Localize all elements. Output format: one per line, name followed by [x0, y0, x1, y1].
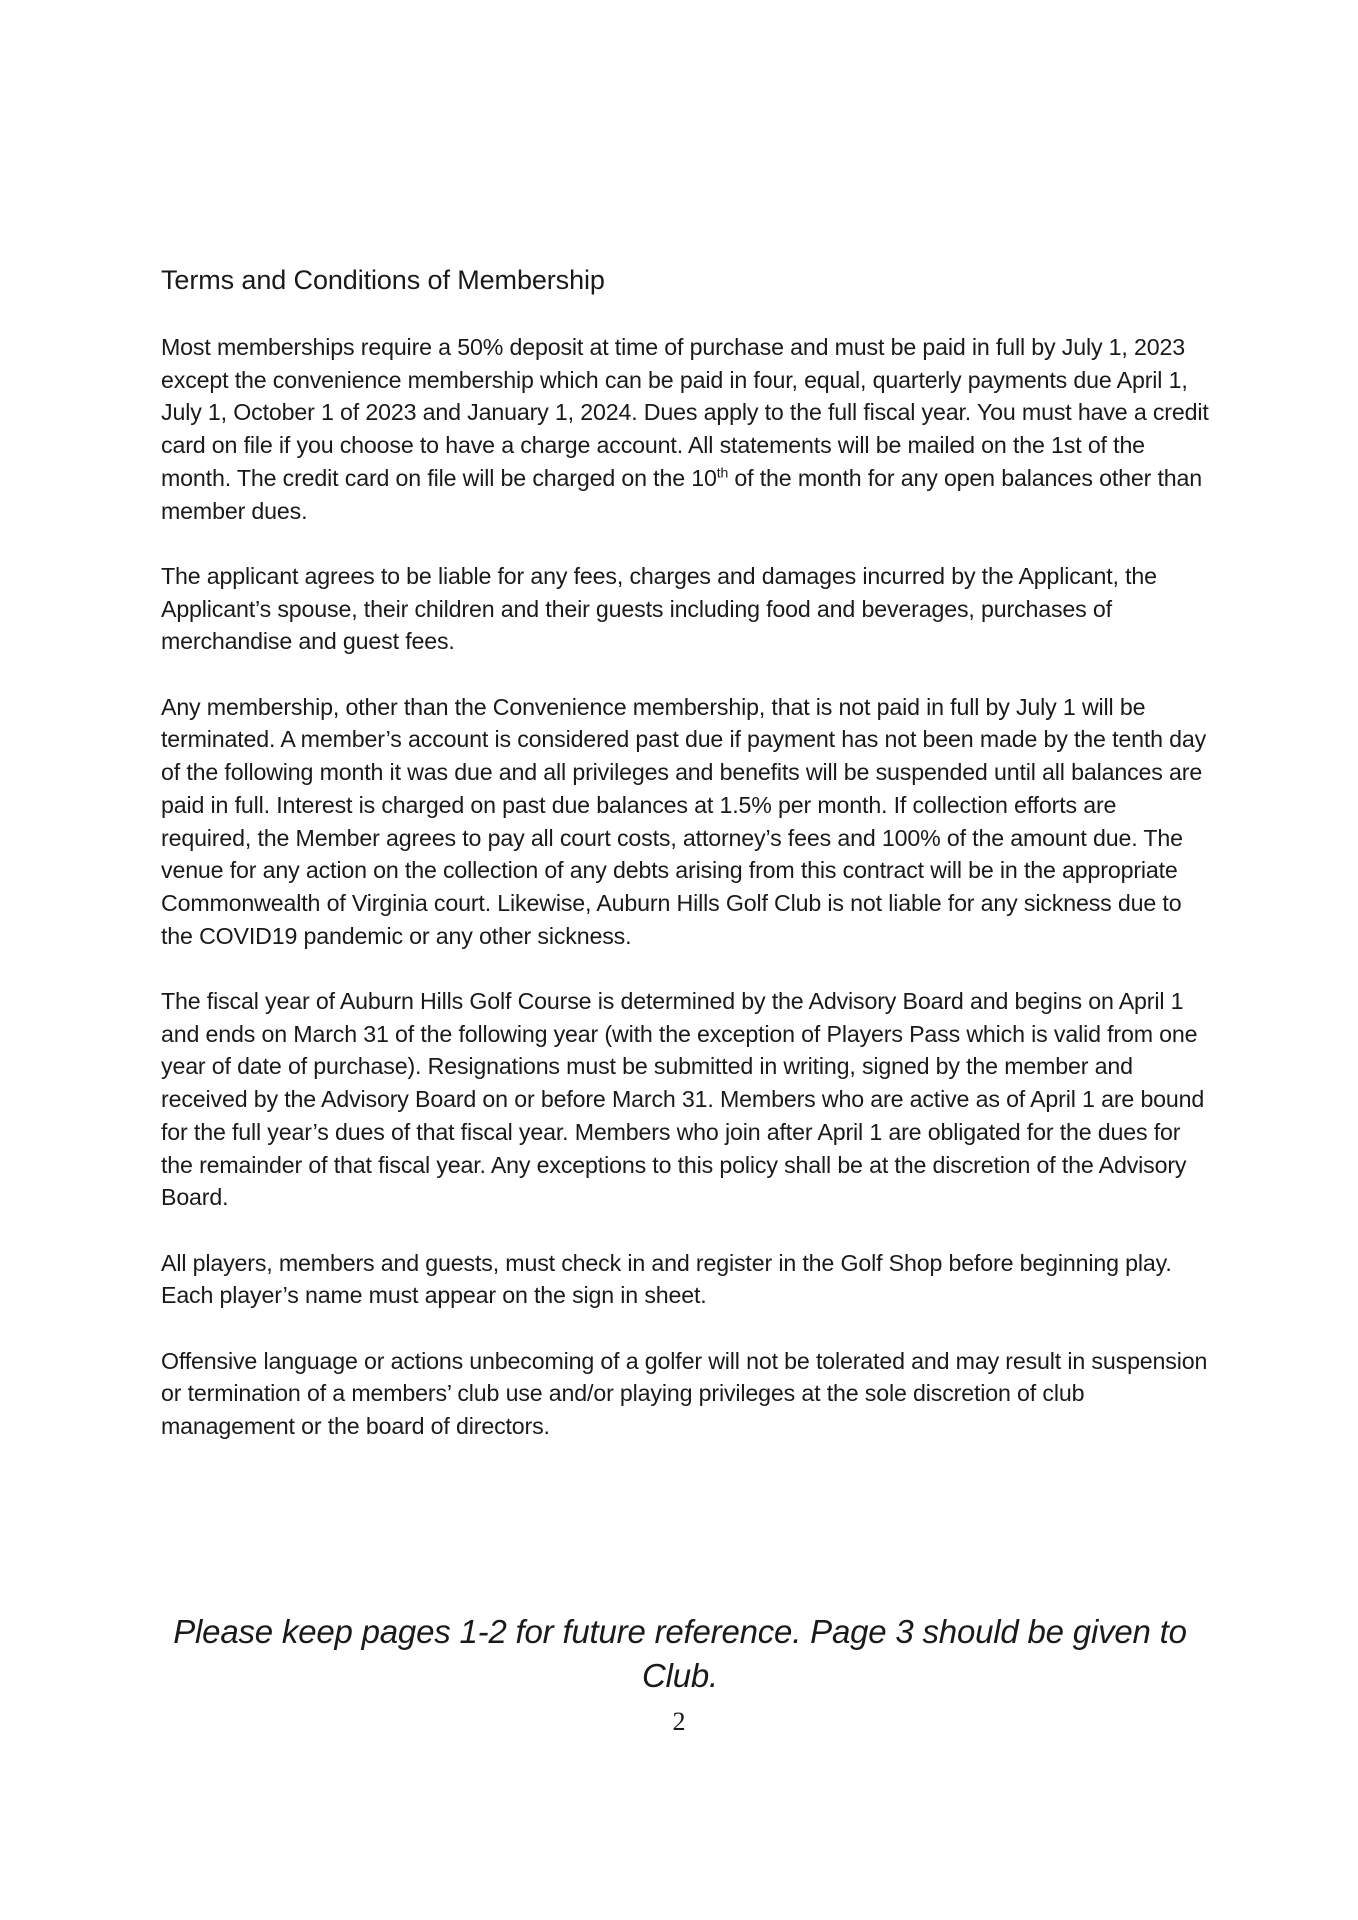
page-number: 2	[672, 1707, 686, 1736]
paragraph-fiscal-year: The fiscal year of Auburn Hills Golf Course is determined by the Advisory Board and begins on April 1 and ends on March 31 of the following year (with the exception of Players Pass which is valid from one year of date of purchase). Resignations must be submitted in writing, signed by the member and received by the Advisory Board on or before March 31. Members who are active as of April 1 are bound for the full year’s dues of that fiscal year. Members who join after April 1 are obligated for the dues for the remainder of that fiscal year. Any exceptions to this policy shall be at the discretion of the Advisory Board.	[161, 988, 1205, 1211]
paragraph-check-in: All players, members and guests, must check in and register in the Golf Shop before beginning play. Each player’s name must appear on the sign in sheet.	[161, 1249, 1172, 1309]
paragraph-past-due: Any membership, other than the Convenience membership, that is not paid in full by July 1 will be terminated. A member’s account is considered past due if payment has not been made by the tenth day of the following month it was due and all privileges and benefits will be suspended until all balances are paid in full. Interest is charged on past due balances at 1.5% per month. If collection efforts are required, the Member agrees to pay all court costs, attorney’s fees and 100% of the amount due. The venue for any action on the collection of any debts arising from this contract will be in the appropriate Commonwealth of Virginia court. Likewise, Auburn Hills Golf Club is not liable for any sickness due to the COVID19 pandemic or any other sickness.	[161, 693, 1207, 949]
paragraph-text: of the month for any open balances other than member dues.	[161, 464, 1203, 524]
document-body	[161, 262, 1211, 1476]
ordinal-superscript: th	[716, 464, 729, 481]
paragraph-liability: The applicant agrees to be liable for any fees, charges and damages incurred by the Applicant, the Applicant’s spouse, their children and their guests including food and beverages, purchases of merchandise and guest fees.	[161, 562, 1157, 655]
paragraph-conduct: Offensive language or actions unbecoming of a golfer will not be tolerated and may result in suspension or termination of a members’ club use and/or playing privileges at the sole discretion of club management or the board of directors.	[161, 1347, 1208, 1440]
footer-note: Please keep pages 1-2 for future reference. Page 3 should be given to Club.	[173, 1613, 1187, 1694]
paragraph-dues-payment	[161, 331, 1211, 527]
paragraph-text: Most memberships require a 50% deposit at time of purchase and must be paid in full by July 1, 2023 except the convenience membership which can be paid in four, equal, quarterly payments due April 1, July 1, October 1 of 2023 and January 1, 2024. Dues apply to the full fiscal year. You must have a credit card on file if you choose to have a charge account. All statements will be mailed on the 1st of the month. The credit card on file will be charged on the 10	[161, 334, 1209, 491]
document-title: Terms and Conditions of Membership	[161, 265, 605, 295]
